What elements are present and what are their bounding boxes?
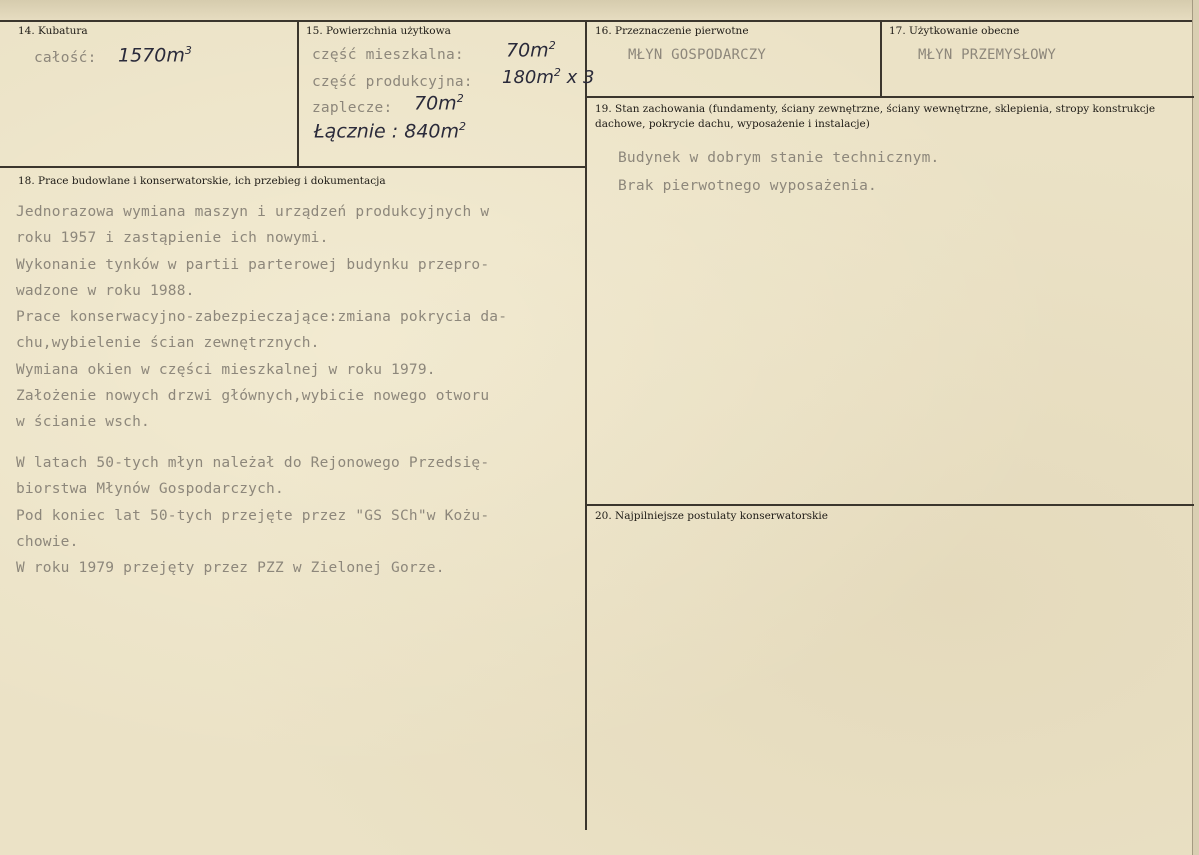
field-17-label: 17. Użytkowanie obecne [889,25,1020,37]
field-18-paragraph-works [16,199,586,436]
field-15-label: 15. Powierzchnia użytkowa [306,25,451,37]
field-15-row-living-caption: część mieszkalna: [312,47,464,63]
field-18-line: Wykonanie tynków w partii parterowej budynku przepro- [16,256,490,273]
field-18-line: Prace konserwacyjno-zabezpieczające:zmiana pokrycia da- [16,309,508,326]
field-14-caption: całość: [34,50,97,66]
field-15-row-production-caption: część produkcyjna: [312,74,473,90]
field-18-line: Wymiana okien w części mieszkalnej w roku 1979. [16,361,436,378]
divider-top-left [0,166,586,168]
field-18-paragraph-history [16,450,586,581]
field-20-label: 20. Najpilniejsze postulaty konserwatorskie [595,510,828,522]
field-15-total-value: Łącznie : $840m^2$ [314,120,467,143]
field-18-line: roku 1957 i zastąpienie ich nowymi. [16,230,329,247]
field-18-line: w ścianie wsch. [16,414,150,431]
field-17-value: MŁYN PRZEMYSŁOWY [918,47,1057,63]
field-18-line: chu,wybielenie ścian zewnętrznych. [16,335,320,352]
divider-top-right [586,96,1194,98]
field-15-row-production-value: $180m^2$ x 3 [502,66,595,88]
field-18-line: wadzone w roku 1988. [16,282,195,299]
field-15-row-living-value: $70m^2$ [506,39,556,62]
field-18-line: chowie. [16,533,79,550]
field-19-line-2: Brak pierwotnego wyposażenia. [618,178,877,194]
field-18-line: Jednorazowa wymiana maszyn i urządzeń produkcyjnych w [16,204,490,220]
divider-16-17 [880,20,882,97]
field-19-line-1: Budynek w dobrym stanie technicznym. [618,150,940,166]
field-18-line: W roku 1979 przejęty przez PZZ w Zielonej Gorze. [16,560,445,577]
field-19-label: 19. Stan zachowania (fundamenty, ściany zewnętrzne, ściany wewnętrzne, sklepienia, stropy konstrukcje dachowe, pokrycie dachu, wyposażenie i instalacje) [595,103,1156,130]
field-18-line: Założenie nowych drzwi głównych,wybicie nowego otworu [16,388,490,405]
field-14-value: $1570m^3$ [118,44,192,67]
field-18-line: W latach 50-tych młyn należał do Rejonowego Przedsię- [16,455,490,471]
field-18-line: biorstwa Młynów Gospodarczych. [16,481,284,498]
divider-19-20 [586,504,1194,506]
field-16-label: 16. Przeznaczenie pierwotne [595,25,749,37]
top-edge-strip [0,0,1199,22]
right-card-edge [1192,0,1199,855]
field-18-line: Pod koniec lat 50-tych przejęte przez "GS SCh"w Kożu- [16,507,490,524]
divider-14-15 [297,20,299,166]
field-16-value: MŁYN GOSPODARCZY [628,47,767,63]
field-18-label: 18. Prace budowlane i konserwatorskie, ich przebieg i dokumentacja [18,175,386,187]
field-15-row-backroom-caption: zaplecze: [312,100,393,116]
field-14-label: 14. Kubatura [18,25,88,37]
field-15-row-backroom-value: $70m^2$ [414,92,464,115]
